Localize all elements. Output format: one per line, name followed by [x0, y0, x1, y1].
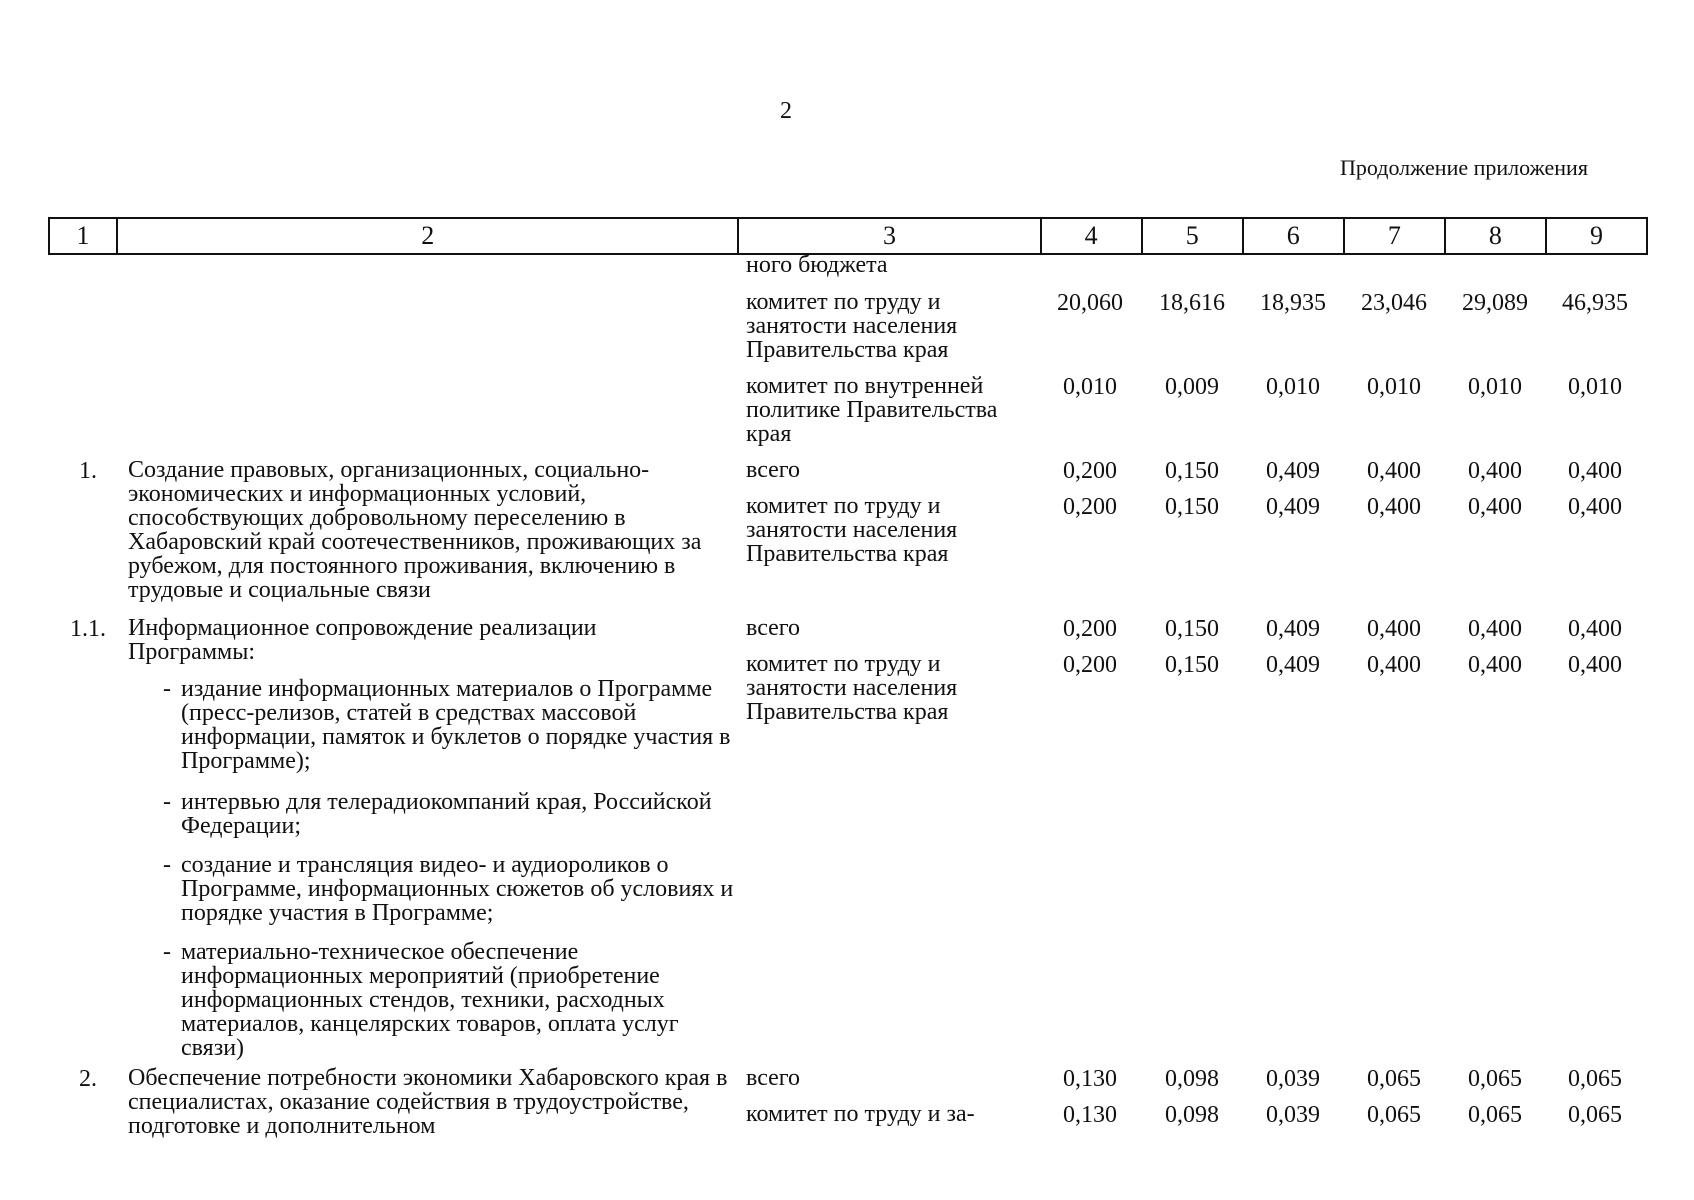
value-col-7: 0,065 — [1367, 1102, 1421, 1128]
value-col-8: 0,400 — [1468, 494, 1522, 520]
item-number: 1. — [79, 458, 97, 484]
value-col-7: 0,400 — [1367, 494, 1421, 520]
header-col-2: 2 — [117, 218, 738, 254]
value-col-4: 20,060 — [1057, 290, 1123, 316]
item-number: 2. — [79, 1066, 97, 1092]
executor-cell: ного бюджета — [746, 252, 888, 278]
value-col-4: 0,010 — [1063, 374, 1117, 400]
value-col-4: 0,200 — [1063, 494, 1117, 520]
list-dash: - — [163, 789, 171, 815]
header-col-1: 1 — [49, 218, 117, 254]
list-item — [163, 677, 738, 773]
header-col-5: 5 — [1142, 218, 1243, 254]
value-col-5: 18,616 — [1159, 290, 1225, 316]
value-col-9: 0,400 — [1568, 494, 1622, 520]
value-col-7: 0,010 — [1367, 374, 1421, 400]
header-col-8: 8 — [1445, 218, 1546, 254]
value-col-6: 0,039 — [1266, 1102, 1320, 1128]
value-col-5: 0,098 — [1165, 1066, 1219, 1092]
value-col-8: 29,089 — [1462, 290, 1528, 316]
list-item-text: материально-техническое обеспечение информационных мероприятий (приобретение информационных стендов, техники, расходных материалов, канцелярских товаров, оплата услуг связи) — [181, 939, 679, 1061]
value-col-7: 0,400 — [1367, 616, 1421, 642]
list-dash: - — [163, 939, 171, 965]
value-col-6: 18,935 — [1260, 290, 1326, 316]
value-col-6: 0,409 — [1266, 458, 1320, 484]
value-col-5: 0,098 — [1165, 1102, 1219, 1128]
value-col-5: 0,150 — [1165, 458, 1219, 484]
column-number-header — [48, 217, 1648, 255]
activity-cell: Обеспечение потребности экономики Хабаровского края в специалистах, оказание содействия в трудоустройстве, подготовке и дополнительном — [128, 1065, 728, 1139]
value-col-4: 0,130 — [1063, 1066, 1117, 1092]
value-col-6: 0,409 — [1266, 494, 1320, 520]
value-col-5: 0,009 — [1165, 374, 1219, 400]
item-number: 1.1. — [70, 616, 106, 642]
activity-cell: Создание правовых, организационных, социально-экономических и информационных условий, способствующих добровольному переселению в Хабаровский край соотечественников, проживающих за рубежом, для постоянного проживания, включению в трудовые и социальные связи — [128, 457, 702, 603]
value-col-7: 0,400 — [1367, 458, 1421, 484]
executor-cell: комитет по труду и занятости населения Правительства края — [746, 651, 958, 725]
list-item-text: создание и трансляция видео- и аудиороликов о Программе, информационных сюжетов об условиях и порядке участия в Программе; — [181, 852, 734, 926]
value-col-9: 0,400 — [1568, 458, 1622, 484]
value-col-8: 0,065 — [1468, 1102, 1522, 1128]
list-item-text: интервью для телерадиокомпаний края, Российской Федерации; — [181, 789, 712, 839]
list-item — [163, 940, 738, 1060]
executor-cell: комитет по труду и занятости населения Правительства края — [746, 493, 958, 567]
executor-cell: всего — [746, 1065, 801, 1091]
value-col-8: 0,065 — [1468, 1066, 1522, 1092]
executor-cell: всего — [746, 615, 801, 641]
header-col-7: 7 — [1344, 218, 1445, 254]
header-col-3: 3 — [738, 218, 1040, 254]
list-item-text: издание информационных материалов о Программе (пресс-релизов, статей в средствах массовой информации, памяток и буклетов о порядке участия в Программе); — [181, 676, 731, 774]
page-number: 2 — [780, 98, 792, 124]
header-row — [49, 218, 1647, 254]
value-col-9: 46,935 — [1562, 290, 1628, 316]
value-col-5: 0,150 — [1165, 616, 1219, 642]
value-col-9: 0,400 — [1568, 616, 1622, 642]
value-col-4: 0,200 — [1063, 652, 1117, 678]
header-col-6: 6 — [1243, 218, 1344, 254]
value-col-7: 0,400 — [1367, 652, 1421, 678]
executor-cell: комитет по внутренней политике Правительства края — [746, 373, 998, 447]
value-col-8: 0,400 — [1468, 616, 1522, 642]
value-col-6: 0,409 — [1266, 652, 1320, 678]
value-col-8: 0,400 — [1468, 458, 1522, 484]
list-item — [163, 853, 738, 925]
activity-cell: Информационное сопровождение реализации Программы: — [128, 615, 597, 665]
value-col-9: 0,010 — [1568, 374, 1622, 400]
value-col-6: 0,010 — [1266, 374, 1320, 400]
value-col-7: 23,046 — [1361, 290, 1427, 316]
appendix-note: Продолжение приложения — [1340, 155, 1588, 180]
value-col-4: 0,200 — [1063, 616, 1117, 642]
header-col-9: 9 — [1546, 218, 1647, 254]
value-col-9: 0,065 — [1568, 1102, 1622, 1128]
executor-cell: комитет по труду и занятости населения Правительства края — [746, 289, 958, 363]
value-col-4: 0,130 — [1063, 1102, 1117, 1128]
value-col-9: 0,065 — [1568, 1066, 1622, 1092]
value-col-5: 0,150 — [1165, 652, 1219, 678]
value-col-8: 0,010 — [1468, 374, 1522, 400]
value-col-6: 0,039 — [1266, 1066, 1320, 1092]
value-col-8: 0,400 — [1468, 652, 1522, 678]
list-item — [163, 790, 738, 838]
list-dash: - — [163, 676, 171, 702]
value-col-6: 0,409 — [1266, 616, 1320, 642]
value-col-9: 0,400 — [1568, 652, 1622, 678]
header-col-4: 4 — [1041, 218, 1142, 254]
value-col-7: 0,065 — [1367, 1066, 1421, 1092]
executor-cell: всего — [746, 457, 801, 483]
value-col-4: 0,200 — [1063, 458, 1117, 484]
executor-cell: комитет по труду и за- — [746, 1101, 975, 1127]
list-dash: - — [163, 852, 171, 878]
value-col-5: 0,150 — [1165, 494, 1219, 520]
